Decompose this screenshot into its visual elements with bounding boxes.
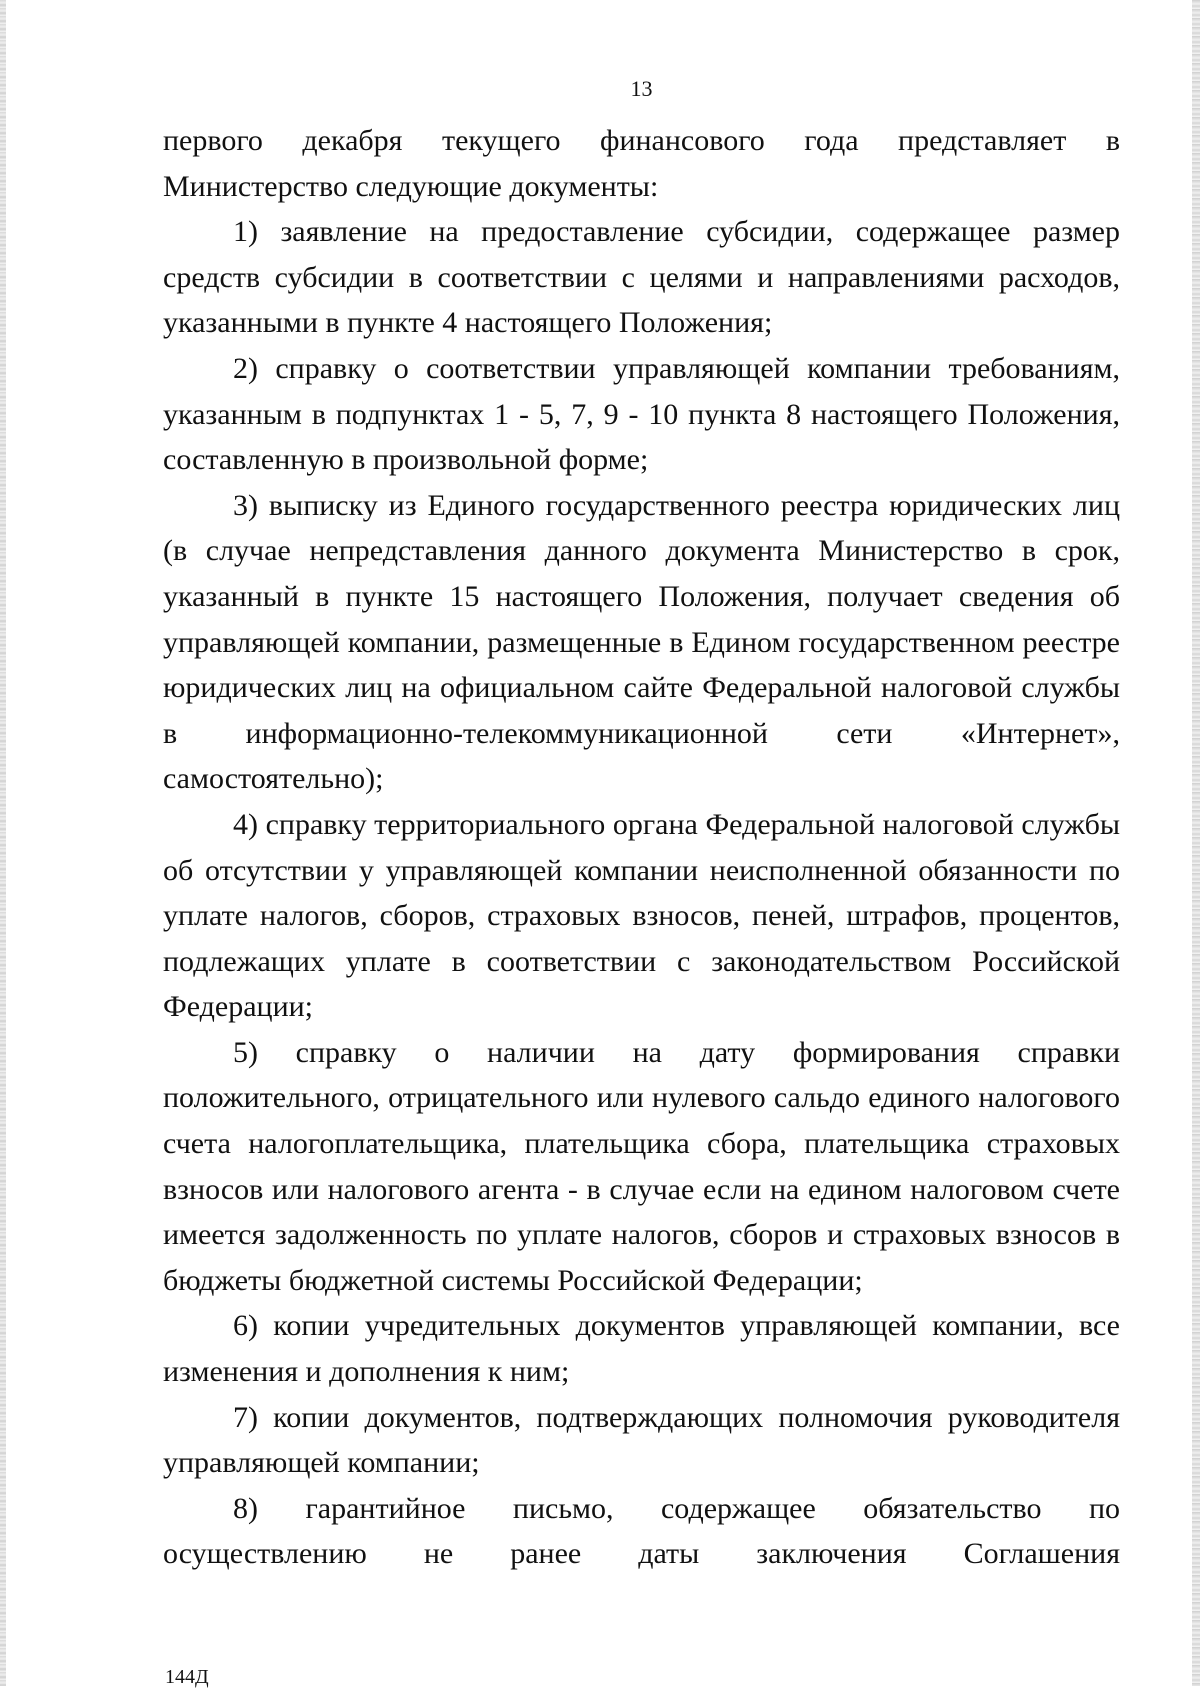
list-item-7: 7) копии документов, подтверждающих полномочия руководителя управляющей компании;: [163, 1400, 1120, 1480]
scan-edge-left: [0, 0, 6, 1686]
page-number: 13: [630, 76, 653, 101]
list-item-6: 6) копии учредительных документов управляющей компании, все изменения и дополнения к ним;: [163, 1309, 1120, 1389]
list-item-4: 4) справку территориального органа Федеральной налоговой службы об отсутствии у управляющей компании неисполненной обязанности по уплате налогов, сборов, страховых взносов, пеней, штрафов, процентов, подлежащих уплате в соответствии с законодательством Российской Федерации;: [163, 807, 1120, 1024]
list-item-8: 8) гарантийное письмо, содержащее обязательство по осуществлению не ранее даты заключения Соглашения: [163, 1491, 1120, 1571]
list-item-5: 5) справку о наличии на дату формирования справки положительного, отрицательного или нулевого сальдо единого налогового счета налогоплательщика, плательщика сбора, плательщика страховых взносов или налогового агента - в случае если на едином налоговом счете имеется задолженность по уплате налогов, сборов и страховых взносов в бюджеты бюджетной системы Российской Федерации;: [163, 1035, 1120, 1297]
scan-edge-right: [1192, 0, 1200, 1686]
list-item-2: 2) справку о соответствии управляющей компании требованиям, указанным в подпунктах 1 - 5, 7, 9 - 10 пункта 8 настоящего Положения, составленную в произвольной форме;: [163, 351, 1120, 477]
paragraph-intro: первого декабря текущего финансового года представляет в Министерство следующие документы:: [163, 124, 1120, 203]
footer-document-code: 144Д: [165, 1666, 209, 1688]
list-item-1: 1) заявление на предоставление субсидии, содержащее размер средств субсидии в соответствии с целями и направлениями расходов, указанными в пункте 4 настоящего Положения;: [163, 215, 1120, 340]
list-item-3: 3) выписку из Единого государственного реестра юридических лиц (в случае непредставления данного документа Министерство в срок, указанный в пункте 15 настоящего Положения, получает сведения об управляющей компании, размещенные в Едином государственном реестре юридических лиц на официальном сайте Федеральной налоговой службы в информационно-телекоммуникационной сети «Интернет», самостоятельно);: [163, 488, 1120, 796]
document-body: [163, 118, 1120, 1577]
